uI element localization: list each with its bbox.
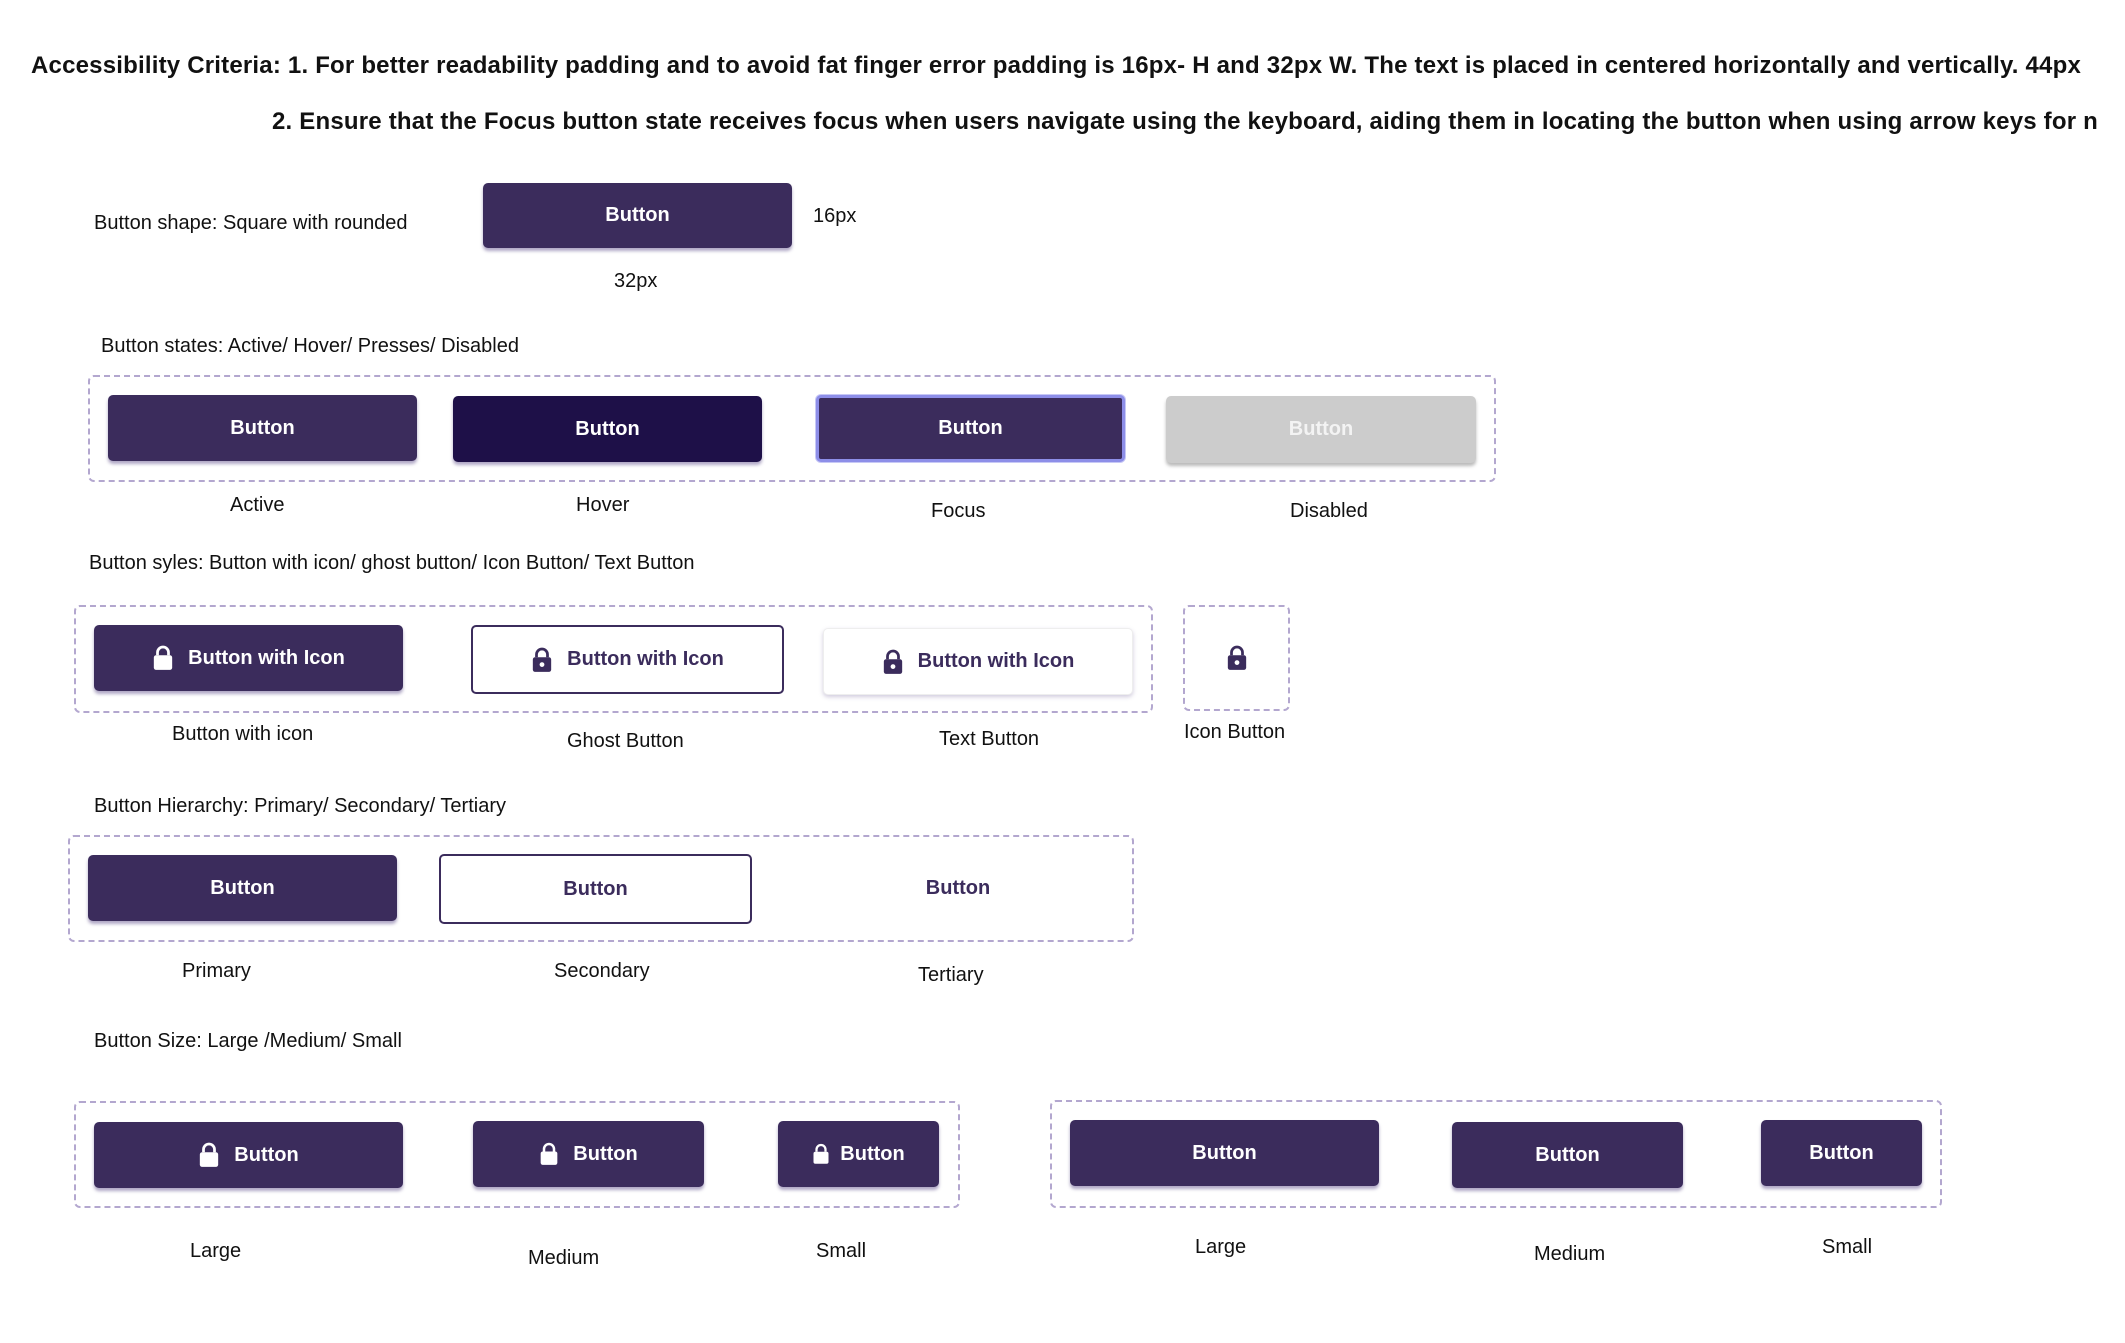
small-button-label: Button <box>1809 1141 1874 1164</box>
large-button[interactable] <box>1070 1120 1379 1186</box>
lock-icon <box>198 1142 220 1168</box>
secondary-caption: Secondary <box>554 960 650 982</box>
states-title: Button states: Active/ Hover/ Presses/ Disabled <box>101 335 519 357</box>
primary-caption: Primary <box>182 960 251 982</box>
primary-button-label: Button <box>210 876 275 899</box>
medium-icon-button-label: Button <box>573 1142 638 1165</box>
small-icon-button[interactable] <box>778 1121 939 1187</box>
focus-button[interactable] <box>816 395 1125 462</box>
lock-icon <box>882 649 904 675</box>
text-button[interactable] <box>823 628 1133 695</box>
button-with-icon-label: Button with Icon <box>188 646 345 669</box>
lock-icon <box>1226 645 1248 671</box>
disabled-caption: Disabled <box>1290 500 1368 522</box>
disabled-button <box>1166 396 1476 463</box>
large-icon-button-label: Button <box>234 1143 299 1166</box>
ghost-button-caption: Ghost Button <box>567 730 684 752</box>
ghost-button[interactable] <box>471 625 784 694</box>
large-button-label: Button <box>1192 1141 1257 1164</box>
tertiary-button-label: Button <box>925 876 991 899</box>
height-padding-note: 16px <box>813 205 857 227</box>
hover-button-label: Button <box>575 417 640 440</box>
hover-caption: Hover <box>576 494 630 516</box>
criteria-line-1: Accessibility Criteria: 1. For better readability padding and to avoid fat finger error padding is 16px- H and 32px W. The text is placed in centered horizontally and vertically. 44px <box>31 52 2081 79</box>
medium-icon-caption: Medium <box>528 1247 600 1269</box>
large-caption: Large <box>1195 1236 1247 1258</box>
size-title: Button Size: Large /Medium/ Small <box>94 1030 402 1052</box>
secondary-button-label: Button <box>563 877 628 900</box>
small-icon-button-label: Button <box>840 1142 905 1165</box>
lock-icon <box>539 1142 559 1166</box>
small-button[interactable] <box>1761 1120 1922 1186</box>
button-with-icon[interactable] <box>94 625 403 691</box>
small-caption: Small <box>1822 1236 1873 1258</box>
width-padding-note: 32px <box>614 270 658 292</box>
hierarchy-title: Button Hierarchy: Primary/ Secondary/ Tertiary <box>94 795 507 817</box>
secondary-button[interactable] <box>439 854 752 924</box>
active-button-label: Button <box>230 416 295 439</box>
primary-button[interactable] <box>88 855 397 921</box>
criteria-line-2: 2. Ensure that the Focus button state receives focus when users navigate using the keyboard, aiding them in locating the button when using arrow keys for n <box>272 108 2098 135</box>
tertiary-caption: Tertiary <box>918 964 984 986</box>
small-icon-caption: Small <box>816 1240 867 1262</box>
icon-button-caption: Icon Button <box>1184 721 1286 743</box>
large-icon-caption: Large <box>190 1240 242 1262</box>
styles-title: Button syles: Button with icon/ ghost button/ Icon Button/ Text Button <box>89 552 695 574</box>
medium-icon-button[interactable] <box>473 1121 704 1187</box>
medium-button[interactable] <box>1452 1122 1683 1188</box>
hover-button[interactable] <box>453 396 762 462</box>
medium-button-label: Button <box>1535 1143 1600 1166</box>
medium-caption: Medium <box>1534 1243 1606 1265</box>
text-button-caption: Text Button <box>939 728 1040 750</box>
icon-button[interactable] <box>1213 632 1261 684</box>
button-with-icon-caption: Button with icon <box>172 723 314 745</box>
disabled-button-label: Button <box>1288 418 1354 440</box>
tertiary-button[interactable] <box>853 855 1063 921</box>
active-button[interactable] <box>108 395 417 461</box>
shape-label: Button shape: Square with rounded <box>94 212 408 234</box>
lock-icon <box>152 645 174 671</box>
ghost-button-label: Button with Icon <box>567 648 724 670</box>
focus-button-label: Button <box>938 417 1003 439</box>
large-icon-button[interactable] <box>94 1122 403 1188</box>
active-caption: Active <box>230 494 285 516</box>
focus-caption: Focus <box>931 500 986 522</box>
lock-icon <box>531 647 553 673</box>
shape-sample-button-label: Button <box>605 204 670 226</box>
lock-icon <box>812 1143 830 1165</box>
shape-sample-button[interactable] <box>483 183 792 248</box>
text-button-label: Button with Icon <box>917 650 1075 672</box>
